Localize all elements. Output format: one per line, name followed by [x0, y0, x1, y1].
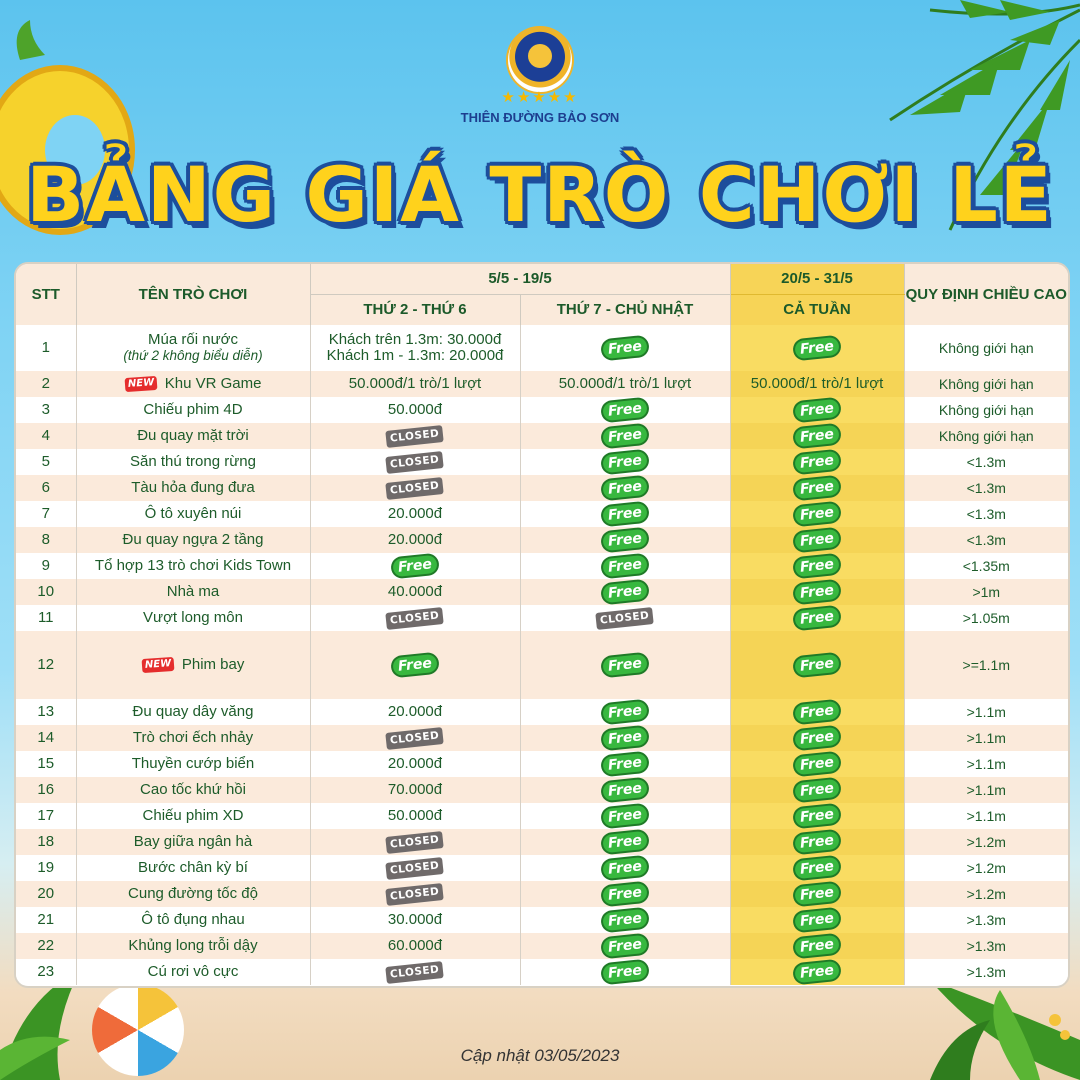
header-height-rule: QUY ĐỊNH CHIỀU CAO	[904, 264, 1068, 325]
row-height-rule: <1.35m	[904, 553, 1068, 579]
game-name-text: Bay giữa ngân hà	[133, 833, 253, 850]
row-height-rule: <1.3m	[904, 449, 1068, 475]
row-game-name	[76, 631, 310, 699]
update-date: Cập nhật 03/05/2023	[460, 1046, 620, 1065]
row-allweek-price	[730, 579, 904, 605]
table-row	[16, 371, 1068, 397]
row-weekday-price	[310, 855, 520, 881]
table-row	[16, 907, 1068, 933]
row-allweek-price	[730, 829, 904, 855]
row-allweek-price	[730, 699, 904, 725]
row-weekend-price	[520, 527, 730, 553]
row-allweek-price	[730, 855, 904, 881]
game-name-text: Đu quay mặt trời	[137, 427, 249, 444]
row-stt: 18	[16, 829, 76, 855]
closed-badge: CLOSED	[386, 607, 445, 630]
table-row	[16, 751, 1068, 777]
row-height-rule: Không giới hạn	[904, 423, 1068, 449]
table-row	[16, 579, 1068, 605]
header-game-name: TÊN TRÒ CHƠI	[76, 264, 310, 325]
row-weekday-price	[310, 959, 520, 985]
free-badge: Free	[794, 753, 840, 775]
free-badge: Free	[602, 701, 648, 723]
row-height-rule: <1.3m	[904, 527, 1068, 553]
table-row	[16, 829, 1068, 855]
row-game-name	[76, 553, 310, 579]
free-badge: Free	[794, 857, 840, 879]
row-game-name	[76, 397, 310, 423]
free-badge: Free	[794, 909, 840, 931]
row-weekend-price	[520, 803, 730, 829]
row-game-name	[76, 907, 310, 933]
free-badge: Free	[794, 529, 840, 551]
game-name-text: Cao tốc khứ hồi	[140, 781, 246, 798]
row-height-rule: Không giới hạn	[904, 371, 1068, 397]
free-badge: Free	[602, 831, 648, 853]
table-row	[16, 933, 1068, 959]
table-row	[16, 325, 1068, 371]
row-game-name	[76, 803, 310, 829]
game-name-text: Múa rối nước	[148, 331, 238, 348]
free-badge: Free	[602, 337, 648, 359]
free-badge: Free	[794, 935, 840, 957]
price-text: 50.000đ/1 trò/1 lượt	[348, 375, 482, 392]
row-weekend-price	[520, 829, 730, 855]
row-weekend-price	[520, 907, 730, 933]
free-badge: Free	[602, 753, 648, 775]
row-weekday-price	[310, 397, 520, 423]
row-weekday-price	[310, 631, 520, 699]
table-row	[16, 449, 1068, 475]
row-weekend-price	[520, 959, 730, 985]
table-row	[16, 881, 1068, 907]
free-badge: Free	[794, 727, 840, 749]
row-weekend-price	[520, 725, 730, 751]
row-stt: 4	[16, 423, 76, 449]
price-text: 20.000đ	[387, 505, 443, 522]
row-weekend-price	[520, 855, 730, 881]
row-weekday-price	[310, 699, 520, 725]
free-badge: Free	[602, 779, 648, 801]
table-row	[16, 777, 1068, 803]
row-game-name	[76, 699, 310, 725]
game-name-text: Đu quay ngựa 2 tầng	[122, 531, 264, 548]
row-height-rule: >1m	[904, 579, 1068, 605]
game-name-text: Chiếu phim 4D	[143, 401, 243, 418]
price-text: 30.000đ	[387, 911, 443, 928]
row-allweek-price	[730, 527, 904, 553]
game-name-text: Tàu hỏa đung đưa	[131, 479, 255, 496]
row-weekend-price	[520, 699, 730, 725]
row-weekend-price	[520, 325, 730, 371]
price-text: Khách trên 1.3m: 30.000đ	[328, 331, 502, 348]
row-weekend-price	[520, 475, 730, 501]
free-badge: Free	[794, 337, 840, 359]
table-row	[16, 699, 1068, 725]
row-allweek-price	[730, 397, 904, 423]
price-text: 50.000đ	[387, 807, 443, 824]
free-badge: Free	[602, 727, 648, 749]
row-weekday-price	[310, 933, 520, 959]
free-badge: Free	[794, 961, 840, 983]
row-allweek-price	[730, 907, 904, 933]
price-text: Khách 1m - 1.3m: 20.000đ	[326, 347, 504, 364]
row-weekend-price	[520, 553, 730, 579]
new-badge: NEW	[124, 376, 157, 392]
header-weekday: THỨ 2 - THỨ 6	[310, 294, 520, 325]
row-allweek-price	[730, 371, 904, 397]
game-name-text: Cung đường tốc độ	[128, 885, 258, 902]
row-game-name	[76, 605, 310, 631]
table-row	[16, 475, 1068, 501]
table-row	[16, 855, 1068, 881]
game-name-text: Trò chơi ếch nhảy	[132, 729, 254, 746]
row-game-name	[76, 725, 310, 751]
row-weekend-price	[520, 449, 730, 475]
row-height-rule: >1.2m	[904, 855, 1068, 881]
row-weekday-price	[310, 527, 520, 553]
row-game-name	[76, 371, 310, 397]
row-weekday-price	[310, 751, 520, 777]
row-height-rule: >1.05m	[904, 605, 1068, 631]
row-stt: 13	[16, 699, 76, 725]
free-badge: Free	[794, 425, 840, 447]
row-allweek-price	[730, 777, 904, 803]
closed-badge: CLOSED	[386, 477, 445, 500]
row-weekday-price	[310, 829, 520, 855]
row-weekday-price	[310, 605, 520, 631]
free-badge: Free	[392, 555, 438, 577]
row-weekend-price	[520, 605, 730, 631]
price-text: 40.000đ	[387, 583, 443, 600]
free-badge: Free	[602, 935, 648, 957]
row-weekday-price	[310, 371, 520, 397]
row-allweek-price	[730, 933, 904, 959]
row-stt: 8	[16, 527, 76, 553]
row-weekend-price	[520, 501, 730, 527]
row-stt: 12	[16, 631, 76, 699]
row-game-name	[76, 449, 310, 475]
new-badge: NEW	[141, 657, 174, 673]
row-game-name	[76, 579, 310, 605]
row-game-name	[76, 751, 310, 777]
row-height-rule: Không giới hạn	[904, 397, 1068, 423]
row-stt: 21	[16, 907, 76, 933]
game-name-text: Chiếu phim XD	[142, 807, 244, 824]
row-weekday-price	[310, 325, 520, 371]
closed-badge: CLOSED	[386, 425, 445, 448]
game-name-text: Khu VR Game	[164, 375, 262, 392]
free-badge: Free	[794, 503, 840, 525]
row-height-rule: <1.3m	[904, 475, 1068, 501]
row-weekday-price	[310, 449, 520, 475]
row-stt: 22	[16, 933, 76, 959]
header-weekend: THỨ 7 - CHỦ NHẬT	[520, 294, 730, 325]
price-table	[14, 262, 1070, 988]
row-height-rule: >1.1m	[904, 803, 1068, 829]
game-name-text: Nhà ma	[166, 583, 220, 600]
closed-badge: CLOSED	[386, 857, 445, 880]
free-badge: Free	[602, 451, 648, 473]
row-height-rule: >1.3m	[904, 907, 1068, 933]
table-row	[16, 803, 1068, 829]
closed-badge: CLOSED	[386, 727, 445, 750]
row-allweek-price	[730, 501, 904, 527]
table-row	[16, 725, 1068, 751]
game-name-text: Khủng long trỗi dậy	[128, 937, 258, 954]
row-weekday-price	[310, 803, 520, 829]
row-weekend-price	[520, 777, 730, 803]
row-weekday-price	[310, 725, 520, 751]
free-badge: Free	[602, 909, 648, 931]
game-name-text: Vượt long môn	[143, 609, 243, 626]
row-game-name	[76, 829, 310, 855]
game-name-text: Săn thú trong rừng	[130, 453, 256, 470]
header-period-2: 20/5 - 31/5	[730, 264, 904, 294]
closed-badge: CLOSED	[386, 961, 445, 984]
row-allweek-price	[730, 725, 904, 751]
row-allweek-price	[730, 553, 904, 579]
price-text: 20.000đ	[387, 703, 443, 720]
free-badge: Free	[602, 857, 648, 879]
row-allweek-price	[730, 631, 904, 699]
row-stt: 7	[16, 501, 76, 527]
table-row	[16, 397, 1068, 423]
row-stt: 5	[16, 449, 76, 475]
row-game-name	[76, 855, 310, 881]
row-game-name	[76, 325, 310, 371]
game-name-text: Ô tô đụng nhau	[141, 911, 245, 928]
closed-badge: CLOSED	[386, 831, 445, 854]
closed-badge: CLOSED	[386, 883, 445, 906]
table-row	[16, 553, 1068, 579]
game-name-text: Cú rơi vô cực	[147, 963, 239, 980]
row-stt: 23	[16, 959, 76, 985]
table-row	[16, 959, 1068, 985]
row-allweek-price	[730, 605, 904, 631]
row-game-name	[76, 777, 310, 803]
free-badge: Free	[602, 805, 648, 827]
brand-name: THIÊN ĐƯỜNG BẢO SƠN	[460, 110, 620, 125]
logo-sun-icon	[528, 44, 552, 68]
row-weekday-price	[310, 553, 520, 579]
free-badge: Free	[794, 701, 840, 723]
row-stt: 2	[16, 371, 76, 397]
free-badge: Free	[794, 399, 840, 421]
row-weekend-price	[520, 881, 730, 907]
row-height-rule: >1.1m	[904, 751, 1068, 777]
row-stt: 11	[16, 605, 76, 631]
row-height-rule: >1.3m	[904, 959, 1068, 985]
row-weekday-price	[310, 423, 520, 449]
game-name-text: Bước chân kỳ bí	[138, 859, 248, 876]
free-badge: Free	[794, 607, 840, 629]
free-badge: Free	[794, 805, 840, 827]
price-text: 70.000đ	[387, 781, 443, 798]
row-weekend-price	[520, 751, 730, 777]
row-allweek-price	[730, 959, 904, 985]
row-game-name	[76, 501, 310, 527]
header-period-1: 5/5 - 19/5	[310, 264, 730, 294]
free-badge: Free	[794, 654, 840, 676]
row-allweek-price	[730, 449, 904, 475]
row-stt: 17	[16, 803, 76, 829]
page-title: BẢNG GIÁ TRÒ CHƠI LẺ	[26, 150, 1054, 239]
row-allweek-price	[730, 423, 904, 449]
free-badge: Free	[794, 477, 840, 499]
row-weekday-price	[310, 881, 520, 907]
price-text: 20.000đ	[387, 755, 443, 772]
row-stt: 6	[16, 475, 76, 501]
row-game-name	[76, 959, 310, 985]
price-table-grid	[16, 264, 1068, 985]
free-badge: Free	[602, 503, 648, 525]
row-stt: 9	[16, 553, 76, 579]
row-weekday-price	[310, 579, 520, 605]
free-badge: Free	[602, 555, 648, 577]
row-stt: 15	[16, 751, 76, 777]
row-height-rule: >1.3m	[904, 933, 1068, 959]
price-text: 50.000đ	[387, 401, 443, 418]
free-badge: Free	[602, 654, 648, 676]
row-weekend-price	[520, 371, 730, 397]
free-badge: Free	[602, 425, 648, 447]
row-stt: 20	[16, 881, 76, 907]
header-stt: STT	[16, 264, 76, 325]
table-row	[16, 605, 1068, 631]
closed-badge: CLOSED	[386, 451, 445, 474]
table-row	[16, 631, 1068, 699]
free-badge: Free	[794, 883, 840, 905]
price-text: 50.000đ/1 trò/1 lượt	[750, 375, 884, 392]
price-table-body	[16, 325, 1068, 985]
row-allweek-price	[730, 881, 904, 907]
brand-logo	[508, 28, 572, 92]
row-game-name	[76, 527, 310, 553]
row-height-rule: >=1.1m	[904, 631, 1068, 699]
price-text: 50.000đ/1 trò/1 lượt	[558, 375, 692, 392]
row-height-rule: >1.1m	[904, 777, 1068, 803]
price-text: 60.000đ	[387, 937, 443, 954]
free-badge: Free	[794, 451, 840, 473]
row-height-rule: <1.3m	[904, 501, 1068, 527]
game-name-text: Thuyền cướp biển	[131, 755, 255, 772]
row-game-name	[76, 423, 310, 449]
row-stt: 1	[16, 325, 76, 371]
row-weekend-price	[520, 423, 730, 449]
closed-badge: CLOSED	[596, 607, 655, 630]
free-badge: Free	[794, 831, 840, 853]
row-weekday-price	[310, 501, 520, 527]
free-badge: Free	[794, 779, 840, 801]
row-height-rule: >1.2m	[904, 881, 1068, 907]
free-badge: Free	[794, 555, 840, 577]
row-weekday-price	[310, 907, 520, 933]
row-weekend-price	[520, 631, 730, 699]
header-all-week: CẢ TUẦN	[730, 294, 904, 325]
row-stt: 14	[16, 725, 76, 751]
row-weekend-price	[520, 579, 730, 605]
free-badge: Free	[602, 883, 648, 905]
table-row	[16, 501, 1068, 527]
free-badge: Free	[392, 654, 438, 676]
game-note: (thứ 2 không biểu diễn)	[123, 348, 263, 363]
table-row	[16, 527, 1068, 553]
game-name-text: Ô tô xuyên núi	[144, 505, 242, 522]
row-game-name	[76, 881, 310, 907]
row-allweek-price	[730, 803, 904, 829]
free-badge: Free	[602, 399, 648, 421]
row-height-rule: >1.2m	[904, 829, 1068, 855]
free-badge: Free	[602, 961, 648, 983]
rating-stars: ★★★★★	[501, 88, 579, 106]
row-weekend-price	[520, 933, 730, 959]
row-height-rule: Không giới hạn	[904, 325, 1068, 371]
row-allweek-price	[730, 325, 904, 371]
row-height-rule: >1.1m	[904, 725, 1068, 751]
row-stt: 3	[16, 397, 76, 423]
row-stt: 10	[16, 579, 76, 605]
row-game-name	[76, 933, 310, 959]
row-allweek-price	[730, 475, 904, 501]
row-weekend-price	[520, 397, 730, 423]
table-row	[16, 423, 1068, 449]
game-name-text: Đu quay dây văng	[132, 703, 254, 720]
game-name-text: Phim bay	[181, 656, 245, 673]
row-allweek-price	[730, 751, 904, 777]
price-text: 20.000đ	[387, 531, 443, 548]
row-height-rule: >1.1m	[904, 699, 1068, 725]
row-stt: 19	[16, 855, 76, 881]
game-name-text: Tổ hợp 13 trò chơi Kids Town	[94, 557, 292, 574]
free-badge: Free	[794, 581, 840, 603]
free-badge: Free	[602, 477, 648, 499]
free-badge: Free	[602, 581, 648, 603]
row-stt: 16	[16, 777, 76, 803]
row-weekday-price	[310, 475, 520, 501]
free-badge: Free	[602, 529, 648, 551]
row-game-name	[76, 475, 310, 501]
row-weekday-price	[310, 777, 520, 803]
